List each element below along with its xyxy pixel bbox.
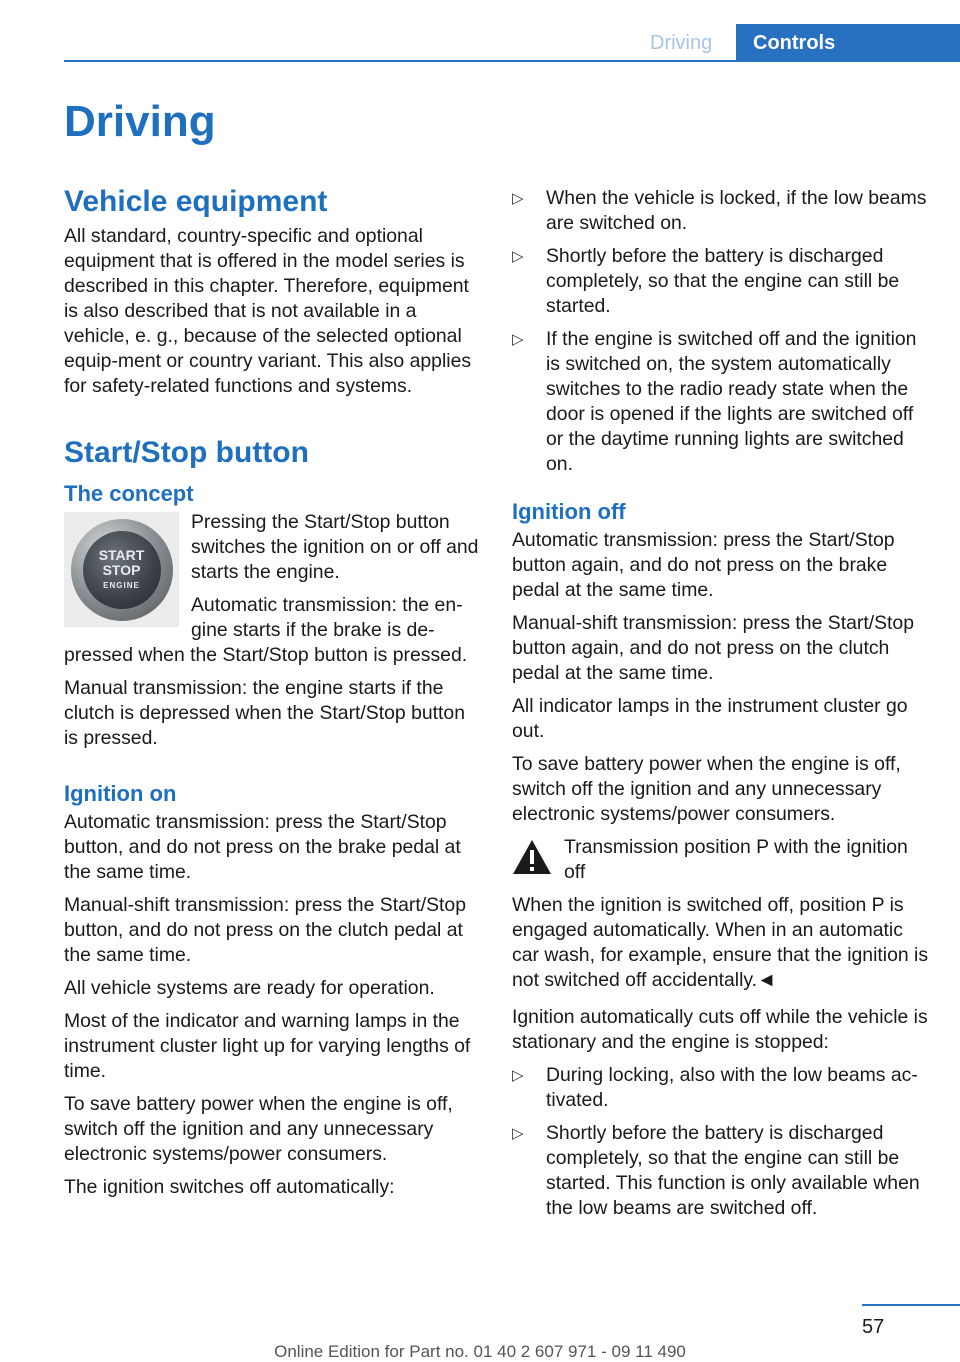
left-column xyxy=(64,182,482,1208)
auto-cut-intro: Ignition automatically cuts off while the vehicle is stationary and the engine is stopped: xyxy=(512,1006,928,1053)
triangle-bullet-icon: ▷ xyxy=(512,331,524,348)
warning-text: When the ignition is switched off, position P is engaged automatically. When in an automatic car wash, for example, ensure that the ignition is not switched off accidentally.◄ xyxy=(512,894,929,991)
button-label-stop: STOP xyxy=(102,562,141,578)
triangle-bullet-icon: ▷ xyxy=(512,1125,524,1142)
heading-ignition-on: Ignition on xyxy=(64,781,177,806)
ignition-off-text: To save battery power when the engine is off, switch off the ignition and any unnecessary electronic systems/power consumers. xyxy=(512,753,901,825)
start-stop-button-image xyxy=(64,512,179,627)
heading-start-stop-button: Start/Stop button xyxy=(64,436,309,469)
vehicle-equipment-text: All standard, country-specific and optional equipment that is offered in the model series is described in this chapter. Therefore, equipment is also described that is not available in a vehicle, e. g., because of the selected optional equip-ment or country variant. This also applies for safety-related functions and systems. xyxy=(64,225,472,397)
triangle-bullet-icon: ▷ xyxy=(512,190,524,207)
ignition-on-text: The ignition switches off automatically: xyxy=(64,1176,395,1198)
header-section-label: Driving xyxy=(650,32,713,54)
concept-text-3: Manual transmission: the engine starts if the clutch is depressed when the Start/Stop button is pressed. xyxy=(64,677,465,749)
heading-ignition-off: Ignition off xyxy=(512,499,626,524)
heading-the-concept: The concept xyxy=(64,481,194,506)
list-item: ▷ Shortly before the battery is discharged completely, so that the engine can still be started. xyxy=(512,245,900,317)
warning-triangle-icon xyxy=(512,839,552,875)
triangle-bullet-icon: ▷ xyxy=(512,248,524,265)
page-title: Driving xyxy=(64,97,216,146)
header-tab-controls[interactable]: Controls xyxy=(736,24,960,62)
button-label-start: START xyxy=(98,547,145,563)
right-column xyxy=(512,186,930,1229)
ignition-off-text: Automatic transmission: press the Start/Stop button again, and do not press on the brake pedal at the same time. xyxy=(512,529,895,601)
warning-title: Transmission position P with the ignition off xyxy=(564,836,908,883)
concept-text-2: Automatic transmission: the en-gine starts if the brake is de-pressed when the Start/Stop button is pressed. xyxy=(64,594,468,666)
button-label-engine: ENGINE xyxy=(103,581,140,590)
start-stop-button-icon xyxy=(71,519,173,621)
auto-cut-list xyxy=(512,1063,930,1221)
ignition-on-text: Automatic transmission: press the Start/Stop button, and do not press on the brake pedal at the same time. xyxy=(64,811,461,883)
footer-rule xyxy=(862,1304,960,1306)
header-rule xyxy=(64,60,736,62)
ignition-on-text: Most of the indicator and warning lamps in the instrument cluster light up for varying lengths of time. xyxy=(64,1010,471,1082)
warning-notice xyxy=(512,835,930,885)
ignition-on-text: To save battery power when the engine is off, switch off the ignition and any unnecessary electronic systems/power consumers. xyxy=(64,1093,453,1165)
heading-vehicle-equipment: Vehicle equipment xyxy=(64,185,328,218)
ignition-off-text: All indicator lamps in the instrument cluster go out. xyxy=(512,695,908,742)
footer-edition: Online Edition for Part no. 01 40 2 607 971 - 09 11 490 xyxy=(274,1342,686,1361)
list-item: ▷ Shortly before the battery is discharged completely, so that the engine can still be started. This function is only available when the low beams are switched off. xyxy=(512,1122,920,1219)
page-number: 57 xyxy=(862,1316,885,1338)
triangle-bullet-icon: ▷ xyxy=(512,1067,524,1084)
ignition-off-text: Manual-shift transmission: press the Start/Stop button again, and do not press on the clutch pedal at the same time. xyxy=(512,612,914,684)
auto-off-list xyxy=(512,186,930,477)
concept-text-1: Pressing the Start/Stop button switches the ignition on or off and starts the engine. xyxy=(191,511,479,583)
ignition-on-text: Manual-shift transmission: press the Start/Stop button, and do not press on the clutch pedal at the same time. xyxy=(64,894,466,966)
list-item: ▷ If the engine is switched off and the ignition is switched on, the system automatically switches to the radio ready state when the door is opened if the lights are switched off or the daytime running lights are switched on. xyxy=(512,328,917,475)
ignition-on-text: All vehicle systems are ready for operation. xyxy=(64,977,435,999)
list-item: ▷ When the vehicle is locked, if the low beams are switched on. xyxy=(512,187,927,234)
list-item: ▷ During locking, also with the low beams ac-tivated. xyxy=(512,1064,918,1111)
